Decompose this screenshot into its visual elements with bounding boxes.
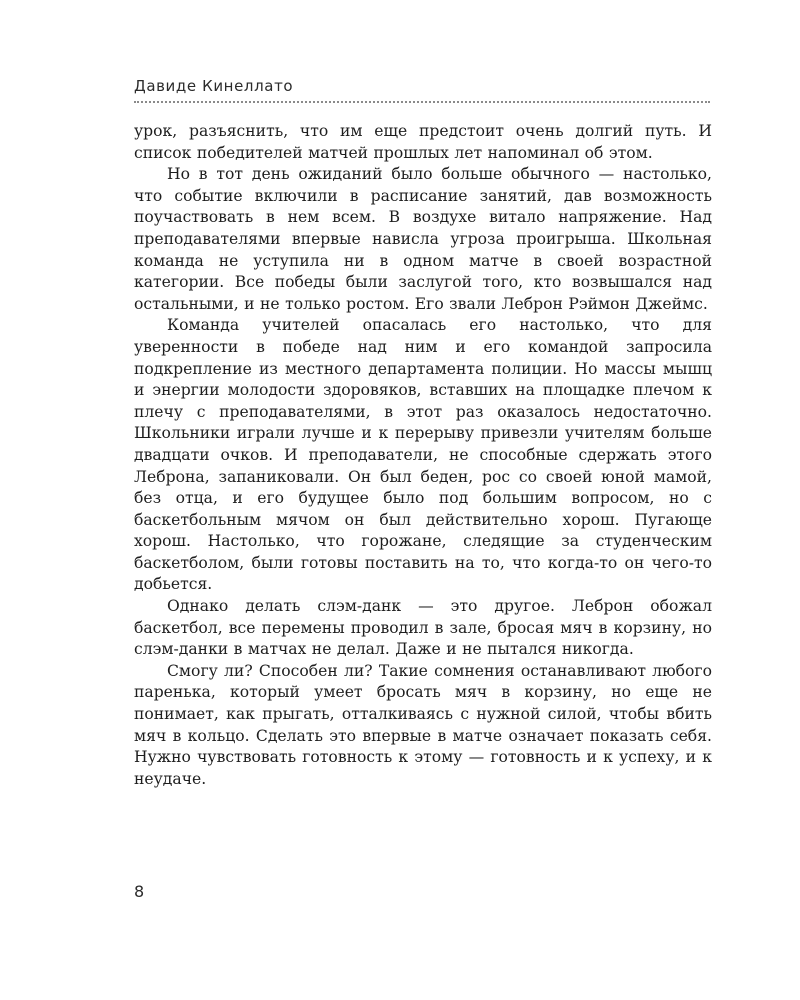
paragraph: Команда учителей опасалась его настолько, что для уверенности в победе над ним и его командой запросила подкрепление из местного департамента полиции. Но массы мышц и энергии молодости здоровяков, вставших на площадке плечом к плечу с преподавателями, в этот раз оказалось недостаточно. Школьники играли лучше и к перерыву привезли учителям больше двадцати очков. И преподаватели, не способные сдержать этого Леброна, запаниковали. Он был беден, рос со своей юной мамой, без отца, и его будущее было под большим вопросом, но с баскетбольным мячом он был действительно хорош. Пугающе хорош. Настолько, что горожане, следящие за студенческим баскетболом, были готовы поставить на то, что когда-то он чего-то добьется. [134, 316, 712, 594]
header-dotted-rule [134, 101, 710, 103]
body-text [134, 121, 712, 790]
paragraph: урок, разъяснить, что им еще предстоит очень долгий путь. И список победителей матчей прошлых лет напоминал об этом. [134, 122, 712, 162]
paragraph: Однако делать слэм-данк — это другое. Леброн обожал баскетбол, все перемены проводил в зале, бросая мяч в корзину, но слэм-данки в матчах не делал. Даже и не пытался никогда. [134, 597, 712, 659]
paragraph: Смогу ли? Способен ли? Такие сомнения останавливают любого паренька, который умеет бросать мяч в корзину, но еще не понимает, как прыгать, отталкиваясь с нужной силой, чтобы вбить мяч в кольцо. Сделать это впервые в матче означает показать себя. Нужно чувствовать готовность к этому — готовность и к успеху, и к неудаче. [134, 661, 712, 788]
page-number: 8 [134, 882, 145, 901]
paragraph: Но в тот день ожиданий было больше обычного — настолько, что событие включили в расписание занятий, дав возможность поучаствовать в нем всем. В воздухе витало напряжение. Над преподавателями впервые нависла угроза проигрыша. Школьная команда не уступила ни в одном матче в своей возрастной категории. Все победы были заслугой того, кто возвышался над остальными, и не только ростом. Его звали Леброн Рэймон Джеймс. [134, 165, 712, 313]
running-head: Давиде Кинеллато [134, 77, 294, 95]
